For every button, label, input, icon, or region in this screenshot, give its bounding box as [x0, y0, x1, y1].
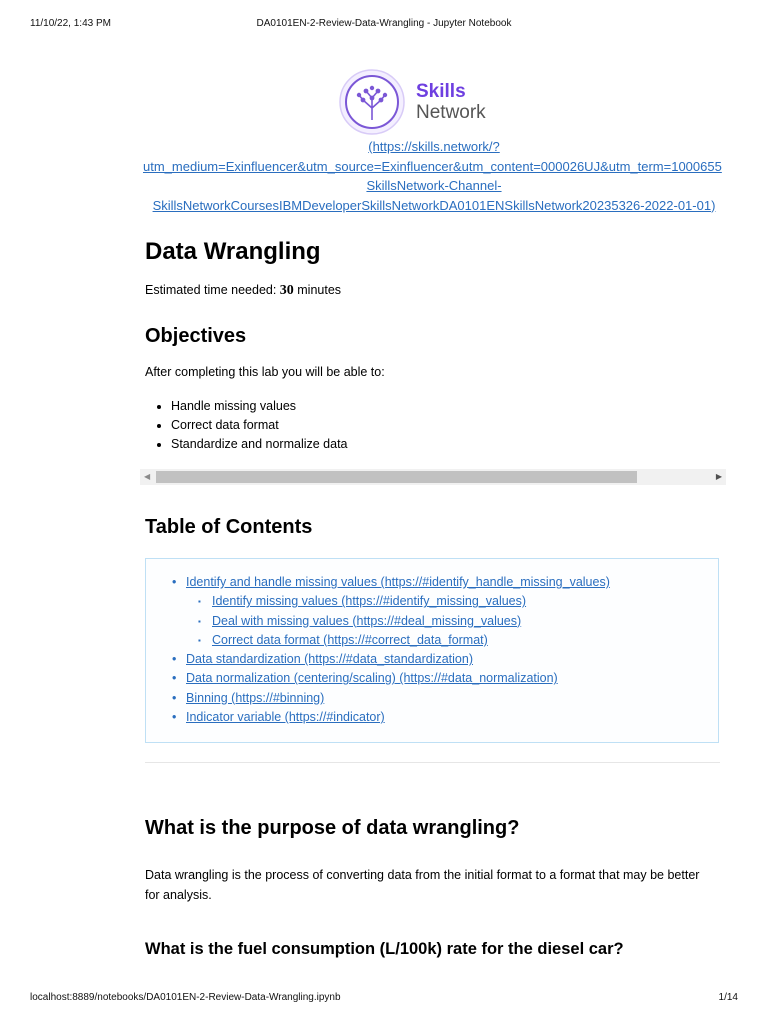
horizontal-scrollbar[interactable] — [140, 469, 726, 485]
logo-link-line-2[interactable]: utm_medium=Exinfluencer&utm_source=Exinfluencer&utm_content=000026UJ&utm_term=1000655 — [143, 158, 722, 174]
toc-sublist — [186, 592, 610, 650]
toc-link-standardization[interactable]: Data standardization (https://#data_standardization) — [186, 652, 473, 667]
logo-link[interactable] — [140, 137, 728, 215]
scrollbar-thumb[interactable] — [156, 471, 637, 483]
list-item: • Standardize and normalize data — [171, 435, 348, 454]
scroll-right-icon[interactable]: ▶ — [715, 472, 722, 481]
list-item: • Correct data format — [171, 416, 348, 435]
objectives-list — [145, 397, 348, 454]
toc-item — [198, 592, 610, 611]
toc-link-correct-format[interactable]: Correct data format (https://#correct_data_format) — [212, 632, 488, 647]
toc-box — [145, 558, 719, 743]
print-url: localhost:8889/notebooks/DA0101EN-2-Review-Data-Wrangling.ipynb — [30, 992, 341, 1003]
toc-link-normalization[interactable]: Data normalization (centering/scaling) (https://#data_normalization) — [186, 671, 558, 686]
skills-network-logo[interactable] — [338, 68, 498, 138]
toc-item — [172, 650, 610, 669]
toc-link-binning[interactable]: Binning (https://#binning) — [186, 690, 325, 705]
logo-link-line-1[interactable]: (https://skills.network/? — [368, 139, 500, 154]
logo-wordmark — [416, 81, 486, 123]
logo-link-line-3[interactable]: SkillsNetwork-Channel- — [366, 178, 502, 193]
estimated-time-value: 30 — [279, 283, 294, 298]
logo-line-1: Skills — [416, 81, 466, 102]
purpose-heading: What is the purpose of data wrangling? — [145, 817, 520, 839]
toc-link-deal-missing[interactable]: Deal with missing values (https://#deal_missing_values) — [212, 613, 522, 628]
toc-item — [172, 689, 610, 708]
print-title: DA0101EN-2-Review-Data-Wrangling - Jupyter Notebook — [256, 18, 512, 29]
print-page-number: 1/14 — [718, 992, 738, 1003]
estimated-time — [145, 283, 341, 299]
estimated-time-suffix: minutes — [293, 283, 342, 297]
page-title: Data Wrangling — [145, 238, 321, 265]
divider — [145, 762, 720, 763]
toc-link-identify-handle-missing[interactable]: Identify and handle missing values (https://#identify_handle_missing_values) — [186, 575, 610, 589]
logo-link-line-4[interactable]: SkillsNetworkCoursesIBMDeveloperSkillsNetworkDA0101ENSkillsNetwork20235326-2022-01-01) — [152, 197, 716, 213]
fuel-consumption-heading: What is the fuel consumption (L/100k) rate for the diesel car? — [145, 940, 624, 958]
toc-heading: Table of Contents — [145, 516, 313, 538]
purpose-paragraph: Data wrangling is the process of converting data from the initial format to a format that may be better for analysis. — [145, 868, 700, 902]
logo-line-2: Network — [416, 102, 486, 123]
list-item: • Handle missing values — [171, 397, 348, 416]
skills-network-logo-icon — [338, 68, 406, 136]
toc-item — [198, 612, 610, 631]
print-header — [30, 18, 738, 32]
estimated-time-prefix: Estimated time needed: — [145, 283, 280, 297]
print-datetime: 11/10/22, 1:43 PM — [30, 18, 111, 29]
toc-list — [172, 573, 610, 727]
toc-item — [172, 573, 610, 650]
toc-item — [172, 708, 610, 727]
objectives-intro: After completing this lab you will be able to: — [145, 365, 385, 379]
toc-link-indicator[interactable]: Indicator variable (https://#indicator) — [186, 710, 385, 725]
scroll-left-icon[interactable]: ◀ — [144, 472, 151, 481]
toc-item — [172, 669, 610, 688]
toc-item — [198, 631, 610, 650]
print-footer — [30, 992, 738, 1006]
objectives-heading: Objectives — [145, 325, 247, 347]
toc-link-identify-missing[interactable]: Identify missing values (https://#identify_missing_values) — [212, 594, 527, 609]
